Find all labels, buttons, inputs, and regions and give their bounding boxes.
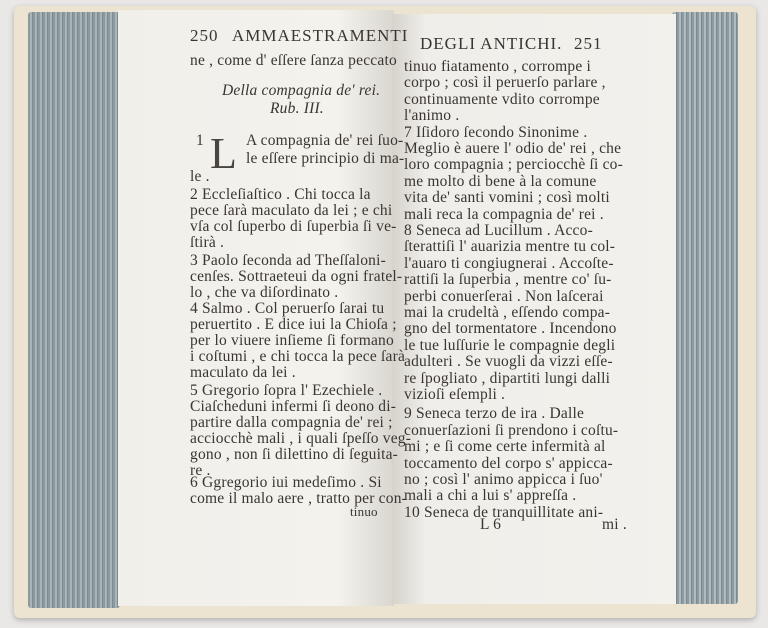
drop-cap: L	[210, 129, 237, 178]
left-page-edges	[28, 12, 120, 608]
text-line: vſa col ſuperbo di ſuperbia ſi ve-	[190, 218, 397, 235]
text-line: no ; così l' animo appicca i ſuo'	[404, 471, 603, 488]
left-running-head: AMMAESTRAMENTI	[232, 26, 409, 45]
text-line: adulteri . Se vuogli da vizzi eſſe-	[404, 353, 613, 371]
text-line: le eſſere principio di ma-	[246, 150, 405, 167]
text-line: 6 Ggregorio iui medeſimo . Si	[190, 474, 382, 491]
text-line: corpo ; così il peruerſo parlare ,	[404, 74, 606, 92]
section-title: Della compagnia de' rei.	[222, 82, 381, 99]
text-line: vita de' santi vomini ; così molti	[404, 189, 610, 207]
text-line: 2 Eccleſiaſtico . Chi tocca la	[190, 186, 371, 203]
left-page-number: 250	[190, 26, 219, 45]
text-line: acciocchè mali , i quali ſpeſſo veg-	[190, 430, 412, 447]
text-line: l'animo .	[404, 107, 460, 125]
text-line: continuamente vdito corrompe	[404, 90, 600, 108]
right-running-head: DEGLI ANTICHI.	[420, 34, 563, 53]
text-line: maculato da lei .	[190, 364, 296, 381]
text-line: per lo viuere inſieme ſi formano	[190, 332, 394, 349]
text-line: 10 Seneca de tranquillitate ani-	[404, 503, 604, 521]
text-line: re .	[190, 462, 211, 479]
text-line: pece ſarà maculato da lei ; e chi	[190, 202, 393, 219]
text-line: 7 Iſidoro ſecondo Sinonime .	[404, 123, 588, 141]
text-line: mali a chi a lui s' appreſſa .	[404, 487, 577, 505]
text-line: ſterattiſi l' auarizia mentre tu col-	[404, 238, 616, 256]
text-line: ſtirà .	[190, 234, 225, 251]
text-line: 8 Seneca ad Lucillum . Acco-	[404, 222, 593, 239]
text-line: 9 Seneca terzo de ira . Dalle	[404, 405, 585, 423]
text-line: le tue luſſurie le compagnie degli	[404, 336, 616, 354]
catchword: mi .	[602, 516, 627, 533]
text-line: gono , non ſi dilettino di ſeguita-	[190, 446, 399, 463]
signature-mark: L 6	[480, 516, 502, 533]
text-line: re ſpogliato , dipartiti lungi dalli	[404, 369, 611, 387]
text-line: mali reca la compagnia de' rei .	[404, 205, 604, 223]
text-line: cenſes. Sottraeteui da ogni fratel-	[190, 268, 403, 285]
text-line: loro compagnia ; perciocchè ſi co-	[404, 156, 623, 174]
text-line: come il malo aere , tratto per con-	[190, 490, 408, 507]
text-line: 3 Paolo ſeconda ad Theſſaloni-	[190, 252, 386, 269]
text-line: gno del tormentatore . Incendono	[404, 320, 617, 338]
right-page-number: 251	[574, 34, 603, 53]
text-line: me molto di bene à la comune	[404, 172, 597, 190]
text-line: perbi conuerſerai . Non laſcerai	[404, 287, 604, 305]
text-line: toccamento del corpo s' appicca-	[404, 454, 613, 472]
text-line: mai la crudeltà , eſſendo compa-	[404, 304, 611, 321]
text-line: conuerſazioni ſi prendono i coſtu-	[404, 421, 619, 439]
paragraph-number: 1	[196, 132, 204, 149]
text-line: le .	[190, 168, 210, 185]
text-line: partire dalla compagnia de' rei ;	[190, 414, 393, 431]
text-line: mi ; e ſi come certe infermità al	[404, 438, 606, 456]
text-line: 4 Salmo . Col peruerſo ſarai tu	[190, 300, 385, 317]
text-line: tinuo fiatamento , corrompe i	[404, 58, 592, 75]
text-line: Ciaſcheduni infermi ſi deono di-	[190, 398, 397, 415]
text-line: vizioſi eſempli .	[404, 386, 506, 403]
right-page-edges	[672, 12, 738, 604]
text-line: rattiſi la ſuperbia , mentre co' ſu-	[404, 271, 612, 289]
section-rubric: Rub. III.	[270, 100, 324, 117]
text-line: l'auaro ti congiugnerai . Accoſte-	[404, 254, 614, 272]
text-line: Meglio è auere l' odio de' rei , che	[404, 140, 622, 157]
text-line: tinuo	[350, 504, 378, 519]
text-line: A compagnia de' rei ſuo-	[246, 132, 404, 149]
text-line: peruertito . E dice iui la Chioſa ;	[190, 316, 397, 333]
text-line: i coſtumi , e chi tocca la pece ſarà	[190, 348, 406, 365]
text-line: 5 Gregorio ſopra l' Ezechiele .	[190, 382, 383, 399]
text-line: ne , come d' eſſere ſanza peccato	[190, 52, 397, 69]
text-line: lo , che va diſordinato .	[190, 284, 339, 301]
